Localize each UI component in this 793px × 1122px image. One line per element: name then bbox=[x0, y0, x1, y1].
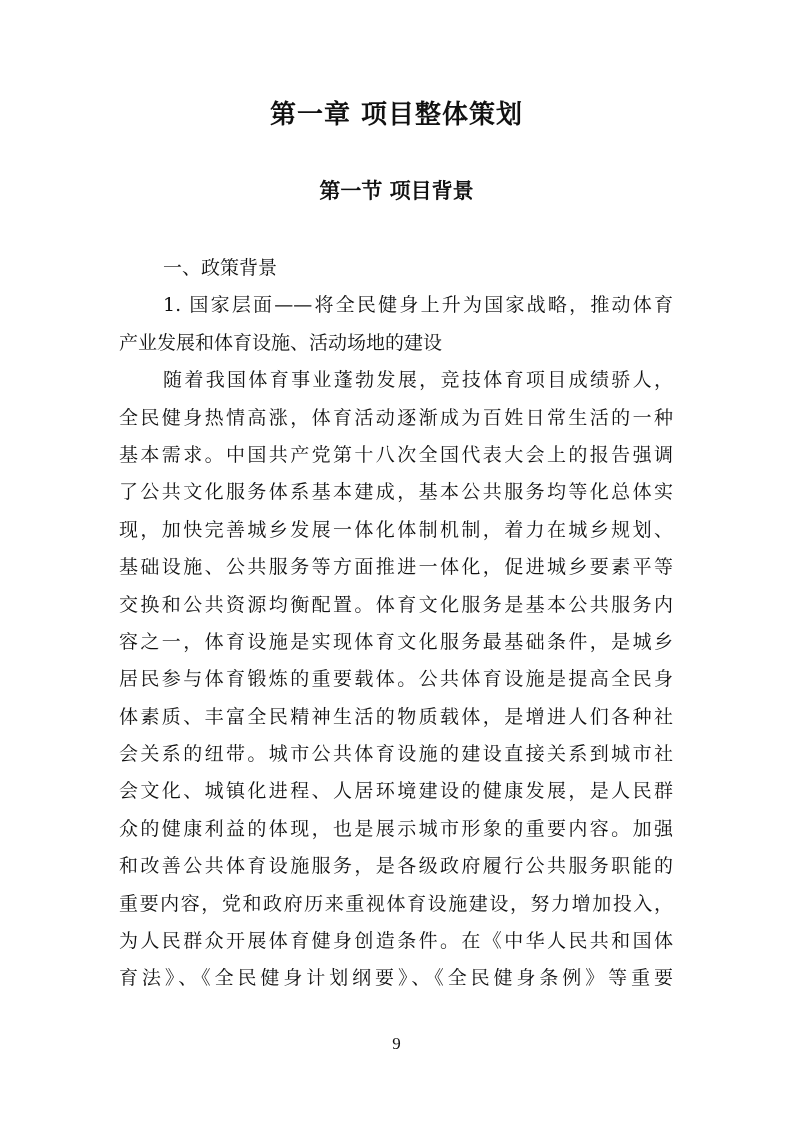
paragraph-line: 基础设施、公共服务等方面推进一体化，促进城乡要素平等 bbox=[119, 556, 673, 579]
chapter-title: 第一章 项目整体策划 bbox=[269, 100, 524, 130]
paragraph-line: 随着我国体育事业蓬勃发展，竞技体育项目成绩骄人， bbox=[163, 369, 673, 392]
section-title: 第一节 项目背景 bbox=[319, 179, 474, 203]
body-text bbox=[119, 250, 673, 998]
paragraph-line: 交换和公共资源均衡配置。体育文化服务是基本公共服务内 bbox=[119, 593, 673, 616]
policy-heading: 一、政策背景 bbox=[163, 257, 278, 279]
paragraph-line: 体素质、丰富全民精神生活的物质载体，是增进人们各种社 bbox=[119, 705, 673, 728]
paragraph-line: 全民健身热情高涨，体育活动逐渐成为百姓日常生活的一种 bbox=[119, 406, 673, 429]
paragraph-line: 容之一，体育设施是实现体育文化服务最基础条件，是城乡 bbox=[119, 630, 673, 653]
page-number: 9 bbox=[392, 1034, 401, 1053]
paragraph-line: 了公共文化服务体系基本建成，基本公共服务均等化总体实 bbox=[119, 481, 673, 504]
paragraph-line: 基本需求。中国共产党第十八次全国代表大会上的报告强调 bbox=[119, 443, 673, 466]
paragraph-line: 和改善公共体育设施服务，是各级政府履行公共服务职能的 bbox=[119, 855, 673, 878]
paragraph-line: 现，加快完善城乡发展一体化体制机制，着力在城乡规划、 bbox=[119, 518, 673, 541]
paragraph-line: 为人民群众开展体育健身创造条件。在《中华人民共和国体 bbox=[119, 930, 673, 953]
subheading-line: 产业发展和体育设施、活动场地的建设 bbox=[119, 331, 443, 354]
paragraph-line: 会文化、城镇化进程、人居环境建设的健康发展，是人民群 bbox=[119, 780, 673, 803]
paragraph-line: 众的健康利益的体现，也是展示城市形象的重要内容。加强 bbox=[119, 817, 673, 840]
paragraph-line: 育法》、《全民健身计划纲要》、《全民健身条例》等重要 bbox=[119, 967, 673, 990]
subheading-line: 1. 国家层面——将全民健身上升为国家战略，推动体育 bbox=[163, 294, 673, 317]
paragraph-line: 居民参与体育锻炼的重要载体。公共体育设施是提高全民身 bbox=[119, 668, 673, 691]
paragraph-line: 会关系的纽带。城市公共体育设施的建设直接关系到城市社 bbox=[119, 743, 673, 766]
paragraph-line: 重要内容，党和政府历来重视体育设施建设，努力增加投入， bbox=[119, 892, 673, 915]
